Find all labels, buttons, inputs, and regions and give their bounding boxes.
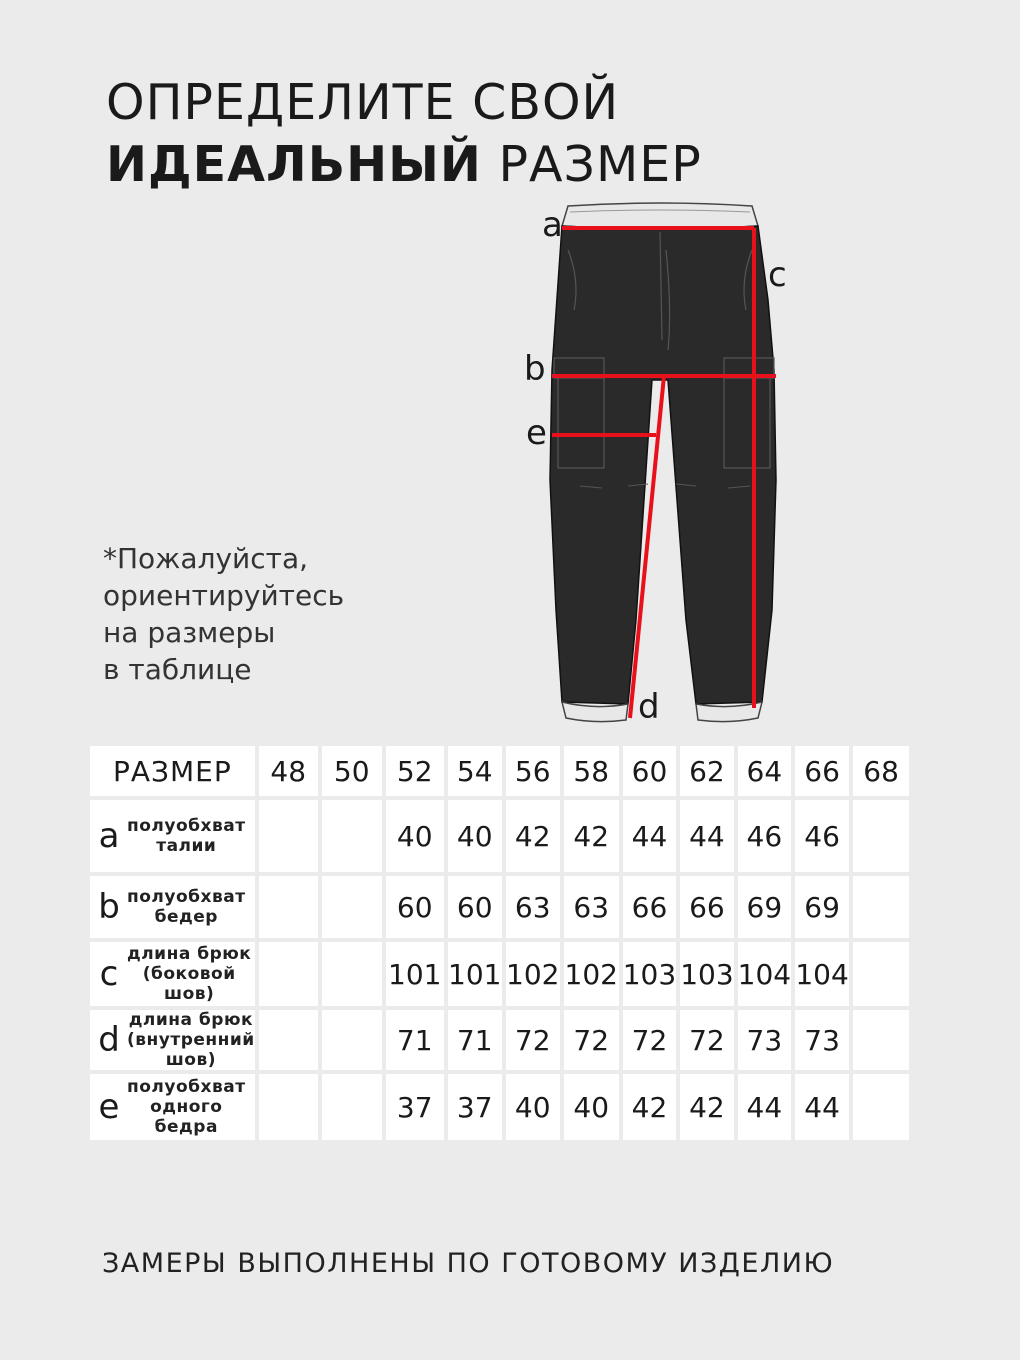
value-cell (259, 800, 318, 872)
value-cell: 46 (795, 800, 849, 872)
value-cell: 44 (795, 1074, 849, 1140)
value-cell: 104 (795, 942, 849, 1006)
value-cell (322, 800, 382, 872)
value-cell: 40 (506, 1074, 560, 1140)
row-description: полуобхват бедер (127, 887, 246, 927)
page-title (106, 72, 702, 196)
size-header-cell: 60 (623, 746, 676, 796)
value-cell (259, 876, 318, 938)
row-label (90, 1074, 255, 1140)
row-description: длина брюк (боковой шов) (127, 944, 252, 1004)
value-cell (259, 1010, 318, 1070)
row-label (90, 800, 255, 872)
value-cell: 40 (448, 800, 502, 872)
value-cell: 44 (680, 800, 733, 872)
size-table (86, 742, 913, 1144)
value-cell: 103 (623, 942, 676, 1006)
value-cell (853, 942, 909, 1006)
row-letter: e (98, 1087, 120, 1127)
value-cell: 71 (448, 1010, 502, 1070)
value-cell (853, 876, 909, 938)
value-cell: 42 (623, 1074, 676, 1140)
row-description: полуобхват талии (127, 816, 246, 856)
value-cell: 42 (564, 800, 619, 872)
value-cell: 69 (738, 876, 791, 938)
value-cell (853, 1010, 909, 1070)
value-cell: 40 (564, 1074, 619, 1140)
value-cell (322, 1010, 382, 1070)
value-cell (259, 942, 318, 1006)
size-header-cell: 64 (738, 746, 791, 796)
label-e: e (526, 413, 547, 453)
value-cell: 44 (623, 800, 676, 872)
size-header-cell: 54 (448, 746, 502, 796)
label-d: d (638, 687, 660, 727)
value-cell: 40 (386, 800, 444, 872)
value-cell: 69 (795, 876, 849, 938)
value-cell: 102 (564, 942, 619, 1006)
label-a: a (542, 205, 563, 245)
size-header-label: РАЗМЕР (90, 746, 255, 796)
size-header-cell: 68 (853, 746, 909, 796)
value-cell: 73 (795, 1010, 849, 1070)
row-letter: a (98, 816, 120, 856)
table-row (90, 942, 909, 1006)
row-letter: b (98, 887, 120, 927)
table-row (90, 1010, 909, 1070)
value-cell: 73 (738, 1010, 791, 1070)
value-cell (322, 942, 382, 1006)
size-header-cell: 58 (564, 746, 619, 796)
row-letter: c (99, 954, 119, 994)
table-row (90, 800, 909, 872)
row-label (90, 1010, 255, 1070)
value-cell: 101 (448, 942, 502, 1006)
size-table-header (90, 746, 909, 796)
value-cell: 104 (738, 942, 791, 1006)
size-header-cell: 48 (259, 746, 318, 796)
size-header-cell: 52 (386, 746, 444, 796)
table-row (90, 876, 909, 938)
value-cell: 72 (623, 1010, 676, 1070)
size-header-cell: 62 (680, 746, 733, 796)
value-cell: 42 (506, 800, 560, 872)
value-cell: 46 (738, 800, 791, 872)
value-cell (322, 1074, 382, 1140)
value-cell: 63 (564, 876, 619, 938)
size-note: *Пожалуйста, ориентируйтесь на размеры в таблице (103, 542, 345, 686)
value-cell (853, 800, 909, 872)
size-header-cell: 56 (506, 746, 560, 796)
value-cell: 60 (386, 876, 444, 938)
value-cell: 42 (680, 1074, 733, 1140)
value-cell (322, 876, 382, 938)
size-header-cell: 50 (322, 746, 382, 796)
value-cell: 44 (738, 1074, 791, 1140)
value-cell: 71 (386, 1010, 444, 1070)
row-label (90, 876, 255, 938)
table-row (90, 1074, 909, 1140)
pants-illustration (550, 203, 776, 722)
value-cell: 66 (680, 876, 733, 938)
value-cell: 63 (506, 876, 560, 938)
row-label (90, 942, 255, 1006)
title-line-1: ОПРЕДЕЛИТЕ СВОЙ (106, 74, 620, 131)
footer-note: ЗАМЕРЫ ВЫПОЛНЕНЫ ПО ГОТОВОМУ ИЗДЕЛИЮ (102, 1248, 835, 1279)
label-b: b (524, 349, 546, 389)
title-bold-word: ИДЕАЛЬНЫЙ (106, 136, 482, 193)
value-cell: 66 (623, 876, 676, 938)
pants-measurement-diagram (500, 190, 820, 730)
value-cell: 37 (386, 1074, 444, 1140)
value-cell: 101 (386, 942, 444, 1006)
value-cell: 103 (680, 942, 733, 1006)
row-description: длина брюк (внутренний шов) (127, 1010, 255, 1070)
row-letter: d (98, 1020, 120, 1060)
value-cell: 72 (564, 1010, 619, 1070)
value-cell (853, 1074, 909, 1140)
value-cell: 60 (448, 876, 502, 938)
value-cell: 102 (506, 942, 560, 1006)
row-description: полуобхват одного бедра (127, 1077, 246, 1137)
value-cell: 37 (448, 1074, 502, 1140)
title-line-2-rest: РАЗМЕР (498, 136, 702, 193)
value-cell: 72 (680, 1010, 733, 1070)
value-cell (259, 1074, 318, 1140)
label-c: c (768, 255, 787, 295)
size-header-cell: 66 (795, 746, 849, 796)
value-cell: 72 (506, 1010, 560, 1070)
